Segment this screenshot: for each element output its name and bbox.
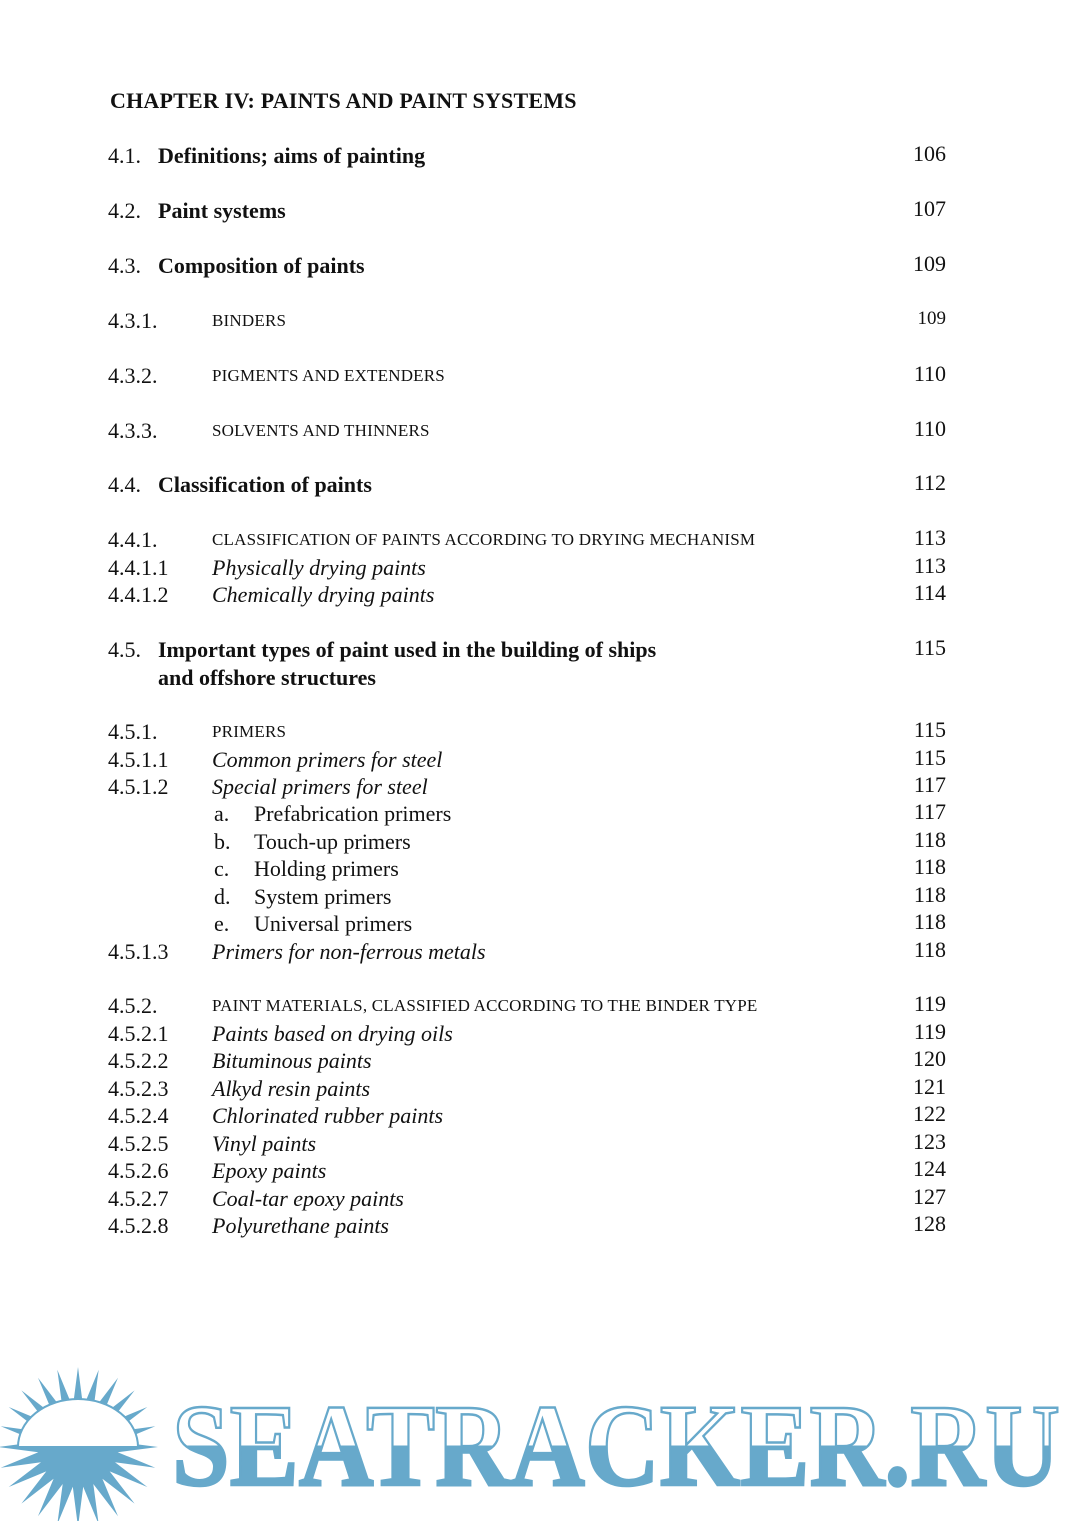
toc-entry: [0, 1185, 1080, 1213]
entry-page-number: 110: [913, 416, 946, 441]
entry-title: Epoxy paints: [212, 1158, 327, 1183]
entry-number: 4.3.3.: [108, 418, 158, 443]
entry-page-number: 114: [913, 580, 946, 605]
entry-page-number: 117: [913, 799, 946, 824]
toc-entry: [0, 883, 1080, 911]
toc-entry: [0, 197, 1080, 225]
entry-page-number: 107: [913, 196, 946, 221]
toc-entry: [0, 142, 1080, 170]
entry-page-number: 123: [913, 1129, 946, 1154]
toc-entry: [0, 1130, 1080, 1158]
entry-number: 4.5.2.7: [108, 1186, 169, 1211]
entry-title: Common primers for steel: [212, 747, 443, 772]
entry-page-number: 115: [913, 745, 946, 770]
toc-entry: [0, 910, 1080, 938]
toc-entry: [0, 526, 1080, 554]
entry-number: 4.3.2.: [108, 363, 158, 388]
entry-title: Special primers for steel: [212, 774, 428, 799]
entry-page-number: 109: [913, 251, 946, 276]
sun-logo-icon: [0, 1367, 158, 1521]
entry-number: 4.5.2.8: [108, 1213, 169, 1238]
entry-page-number: 113: [913, 553, 946, 578]
entry-title: Bituminous paints: [212, 1048, 372, 1073]
entry-page-number: 118: [913, 937, 946, 962]
entry-title: Primers for non-ferrous metals: [212, 939, 486, 964]
toc-entry: [0, 1075, 1080, 1103]
toc-entry: [0, 855, 1080, 883]
entry-number: 4.5.2.: [108, 993, 158, 1018]
entry-letter: c.: [214, 856, 230, 881]
chapter-title: CHAPTER IV: PAINTS AND PAINT SYSTEMS: [110, 88, 577, 113]
seatracker-watermark: [0, 1355, 1080, 1521]
entry-page-number: 115: [913, 635, 946, 660]
entry-number: 4.5.1.: [108, 719, 158, 744]
toc-entry: [0, 417, 1080, 445]
entry-page-number: 119: [913, 991, 946, 1016]
entry-number: 4.5.: [108, 637, 141, 662]
entry-title-continued: and offshore structures: [158, 665, 376, 690]
toc-entry: [0, 773, 1080, 801]
toc-entry: [0, 746, 1080, 774]
toc-entry: [0, 554, 1080, 582]
toc-entry: [0, 1212, 1080, 1240]
entry-title: Physically drying paints: [212, 555, 426, 580]
entry-title: Paints based on drying oils: [212, 1021, 453, 1046]
entry-number: 4.5.1.3: [108, 939, 169, 964]
toc-entry: [0, 307, 1080, 335]
entry-page-number: 119: [913, 1019, 946, 1044]
entry-title: Vinyl paints: [212, 1131, 317, 1156]
entry-number: 4.5.1.2: [108, 774, 169, 799]
entry-title: CLASSIFICATION OF PAINTS ACCORDING TO DRYING MECHANISM: [212, 530, 756, 549]
entry-page-number: 115: [913, 717, 946, 742]
entry-number: 4.1.: [108, 143, 141, 168]
entry-title: Paint systems: [158, 198, 286, 223]
entry-title: PRIMERS: [212, 722, 287, 741]
entry-number: 4.5.2.6: [108, 1158, 169, 1183]
toc-entry: [0, 635, 1080, 690]
watermark-text: SEATRACKER.RU: [172, 1380, 1060, 1511]
entry-title: Universal primers: [254, 911, 413, 936]
entry-title: Alkyd resin paints: [212, 1076, 371, 1101]
entry-title: PIGMENTS AND EXTENDERS: [212, 366, 445, 385]
toc-entry: [0, 800, 1080, 828]
toc-entry: [0, 1020, 1080, 1048]
toc-entry: [0, 938, 1080, 966]
entry-number: 4.3.: [108, 253, 141, 278]
entry-page-number: 110: [913, 361, 946, 386]
entry-page-number: 121: [913, 1074, 946, 1099]
entry-number: 4.4.: [108, 472, 141, 497]
entry-page-number: 122: [913, 1101, 946, 1126]
entry-number: 4.3.1.: [108, 308, 158, 333]
entry-title: Chemically drying paints: [212, 582, 435, 607]
entry-page-number: 109: [917, 308, 946, 329]
toc-entry: [0, 1047, 1080, 1075]
entry-title: Composition of paints: [158, 253, 365, 278]
toc-entry: [0, 471, 1080, 499]
entry-page-number: 113: [913, 525, 946, 550]
entry-number: 4.5.1.1: [108, 747, 169, 772]
toc-entry: [0, 581, 1080, 609]
entry-page-number: 127: [913, 1184, 946, 1209]
entry-number: 4.5.2.2: [108, 1048, 169, 1073]
entry-title: Chlorinated rubber paints: [212, 1103, 444, 1128]
entry-title: Classification of paints: [158, 472, 372, 497]
entry-number: 4.2.: [108, 198, 141, 223]
entry-letter: a.: [214, 801, 230, 826]
entry-page-number: 106: [913, 141, 946, 166]
entry-page-number: 112: [913, 470, 946, 495]
entry-number: 4.4.1.1: [108, 555, 169, 580]
entry-page-number: 118: [913, 827, 946, 852]
entry-number: 4.4.1.: [108, 527, 158, 552]
entry-page-number: 120: [913, 1046, 946, 1071]
toc-entry: [0, 1102, 1080, 1130]
entry-number: 4.5.2.1: [108, 1021, 169, 1046]
entry-page-number: 117: [913, 772, 946, 797]
entry-title: SOLVENTS AND THINNERS: [212, 421, 430, 440]
entry-title: System primers: [254, 884, 392, 909]
entry-title: Prefabrication primers: [254, 801, 452, 826]
entry-title: PAINT MATERIALS, CLASSIFIED ACCORDING TO THE BINDER TYPE: [212, 996, 758, 1015]
entry-title: Polyurethane paints: [212, 1213, 389, 1238]
entry-letter: d.: [214, 884, 231, 909]
toc-entry: [0, 1157, 1080, 1185]
toc-entry: [0, 252, 1080, 280]
entry-page-number: 118: [913, 909, 946, 934]
entry-number: 4.5.2.3: [108, 1076, 169, 1101]
entry-title: Holding primers: [254, 856, 399, 881]
entry-number: 4.5.2.5: [108, 1131, 169, 1156]
toc-entry: [0, 828, 1080, 856]
entry-page-number: 118: [913, 882, 946, 907]
entry-page-number: 124: [913, 1156, 946, 1181]
entry-number: 4.4.1.2: [108, 582, 169, 607]
toc-entry: [0, 992, 1080, 1020]
entry-number: 4.5.2.4: [108, 1103, 169, 1128]
toc-entry: [0, 718, 1080, 746]
entry-letter: e.: [214, 911, 230, 936]
entry-title: BINDERS: [212, 311, 287, 330]
entry-title: Coal-tar epoxy paints: [212, 1186, 404, 1211]
toc-entry: [0, 362, 1080, 390]
entry-letter: b.: [214, 829, 231, 854]
entry-title: Important types of paint used in the building of ships: [158, 637, 657, 662]
entry-page-number: 118: [913, 854, 946, 879]
entry-title: Touch-up primers: [254, 829, 411, 854]
entry-title: Definitions; aims of painting: [158, 143, 426, 168]
entry-page-number: 128: [913, 1211, 946, 1236]
